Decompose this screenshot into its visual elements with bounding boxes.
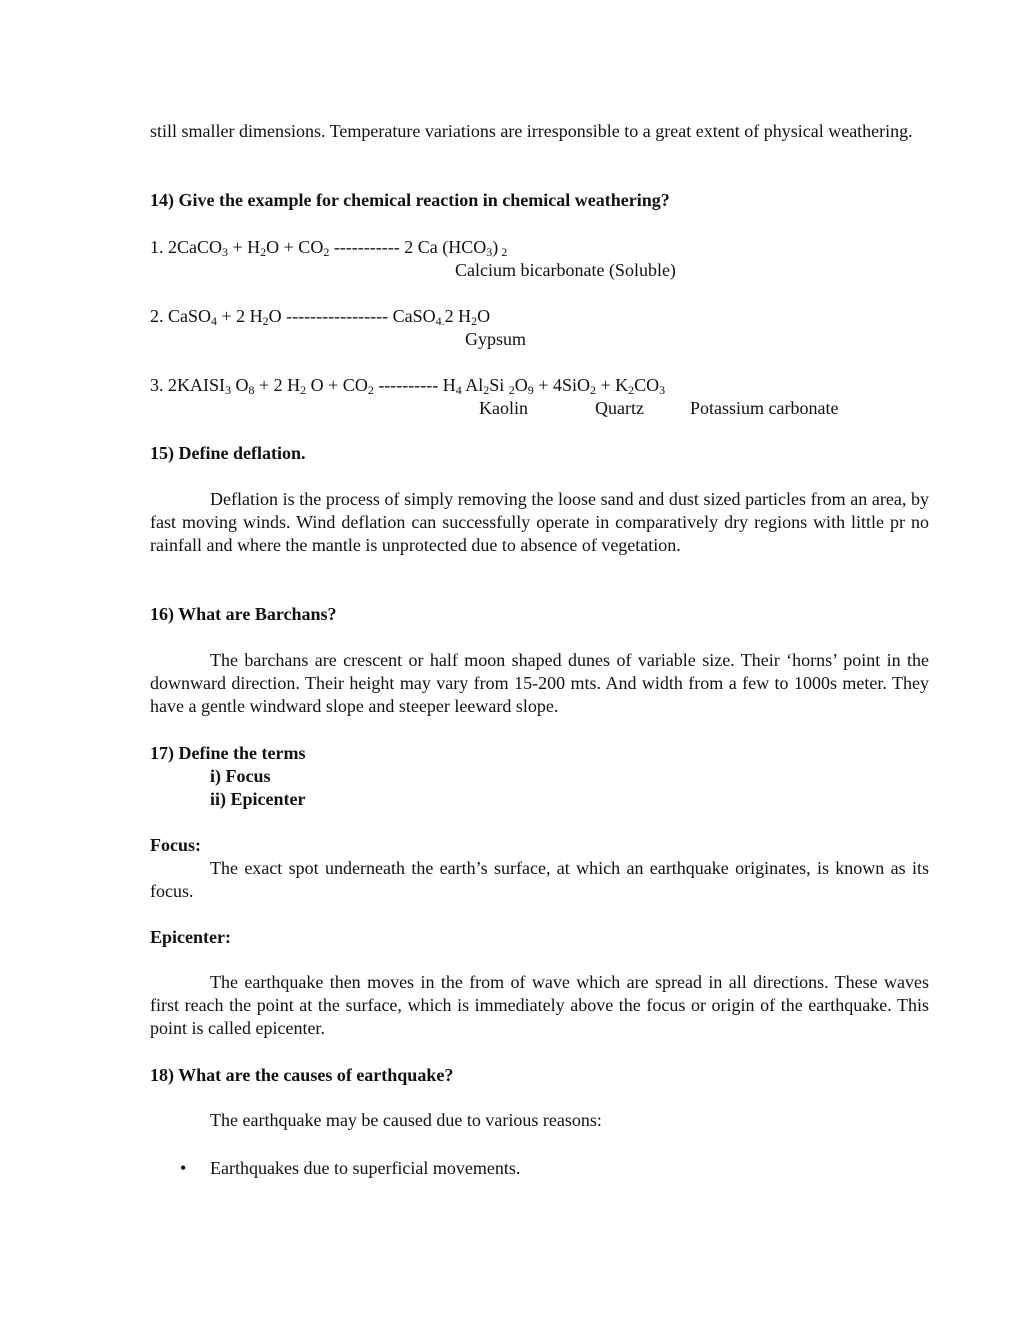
equation-text: ----------- 2 Ca (HCO <box>329 237 487 257</box>
equation-subscript: 2 <box>498 245 508 259</box>
question-17-heading: 17) Define the terms <box>150 743 306 763</box>
equation-text: + K <box>595 375 629 395</box>
equation-1-label: Calcium bicarbonate (Soluble) <box>455 260 676 280</box>
equation-3 <box>150 374 665 397</box>
question-18-heading: 18) What are the causes of earthquake? <box>150 1065 454 1085</box>
equation-text: ) <box>492 237 499 257</box>
equation-text: 3. 2KAISI <box>150 375 225 395</box>
equation-subscript: 9 <box>527 383 534 397</box>
question-18-answer: The earthquake may be caused due to various reasons: <box>210 1110 602 1130</box>
equation-text: O + CO <box>306 375 368 395</box>
equation-text: + 2 H <box>254 375 301 395</box>
equation-subscript: 3 <box>659 383 666 397</box>
equation-subscript: 2 <box>367 383 374 397</box>
equation-subscript: 2 <box>260 245 267 259</box>
equation-text: 1. 2CaCO <box>150 237 222 257</box>
intro-paragraph: still smaller dimensions. Temperature variations are irresponsible to a great extent of physical weathering. <box>150 121 913 141</box>
question-15-heading: 15) Define deflation. <box>150 443 306 463</box>
equation-text: Si <box>489 375 509 395</box>
bullet-item: Earthquakes due to superficial movements. <box>210 1158 521 1178</box>
equation-text: 2. CaSO <box>150 306 212 326</box>
equation-subscript: 3 <box>225 383 231 397</box>
question-16-heading: 16) What are Barchans? <box>150 604 337 624</box>
focus-answer: The exact spot underneath the earth’s surface, at which an earthquake originates, is known as its focus. <box>150 858 929 901</box>
equation-3-label-potassium: Potassium carbonate <box>690 398 839 418</box>
equation-subscript: 2 <box>508 383 515 397</box>
equation-subscript: 4 <box>211 314 218 328</box>
equation-text: O <box>514 375 528 395</box>
equation-subscript: 2 <box>628 383 635 397</box>
question-14-heading: 14) Give the example for chemical reaction in chemical weathering? <box>150 190 670 210</box>
bullet-icon: • <box>180 1158 187 1178</box>
equation-text: O ----------------- CaSO <box>268 306 436 326</box>
equation-subscript: 4 <box>455 383 462 397</box>
equation-subscript: 2 <box>589 383 596 397</box>
term-focus: i) Focus <box>210 766 271 786</box>
epicenter-answer: The earthquake then moves in the from of wave which are spread in all directions. These waves first reach the point at the surface, which is immediately above the focus or origin of the earthquake. This point is called epicenter. <box>150 972 929 1038</box>
equation-text: 2 H <box>444 306 472 326</box>
equation-text: O + CO <box>266 237 324 257</box>
equation-text: + 4SiO <box>533 375 590 395</box>
equation-2 <box>150 305 490 328</box>
equation-text: O <box>231 375 249 395</box>
equation-text: + 2 H <box>217 306 263 326</box>
equation-subscript: 3 <box>222 245 228 259</box>
equation-3-label-kaolin: Kaolin <box>479 398 528 418</box>
question-16-answer: The barchans are crescent or half moon shaped dunes of variable size. Their ‘horns’ point in the downward direction. Their height may vary from 15-200 mts. And width from a few to 1000s meter. They have a gentle windward slope and steeper leeward slope. <box>150 650 929 716</box>
equation-text: CO <box>634 375 660 395</box>
question-15-answer: Deflation is the process of simply removing the loose sand and dust sized particles from an area, by fast moving winds. Wind deflation can successfully operate in comparatively dry regions with little pr no rainfall and where the mantle is unprotected due to absence of vegetation. <box>150 489 929 555</box>
equation-text: Al <box>461 375 484 395</box>
equation-2-label: Gypsum <box>465 329 527 349</box>
equation-subscript: 2 <box>483 383 490 397</box>
equation-text: + H <box>228 237 261 257</box>
equation-subscript: 2 <box>300 383 307 397</box>
equation-subscript: 3 <box>486 245 493 259</box>
equation-subscript: 8 <box>248 383 255 397</box>
equation-3-label-quartz: Quartz <box>595 398 644 418</box>
equation-subscript: 2 <box>471 314 478 328</box>
equation-subscript: 2 <box>262 314 269 328</box>
equation-1 <box>150 236 507 259</box>
term-epicenter: ii) Epicenter <box>210 789 306 809</box>
equation-subscript: 2 <box>323 245 330 259</box>
equation-subscript: 4. <box>435 314 445 328</box>
epicenter-heading: Epicenter: <box>150 927 231 947</box>
equation-text: ---------- H <box>373 375 456 395</box>
equation-text: O <box>477 306 491 326</box>
focus-heading: Focus: <box>150 835 201 855</box>
